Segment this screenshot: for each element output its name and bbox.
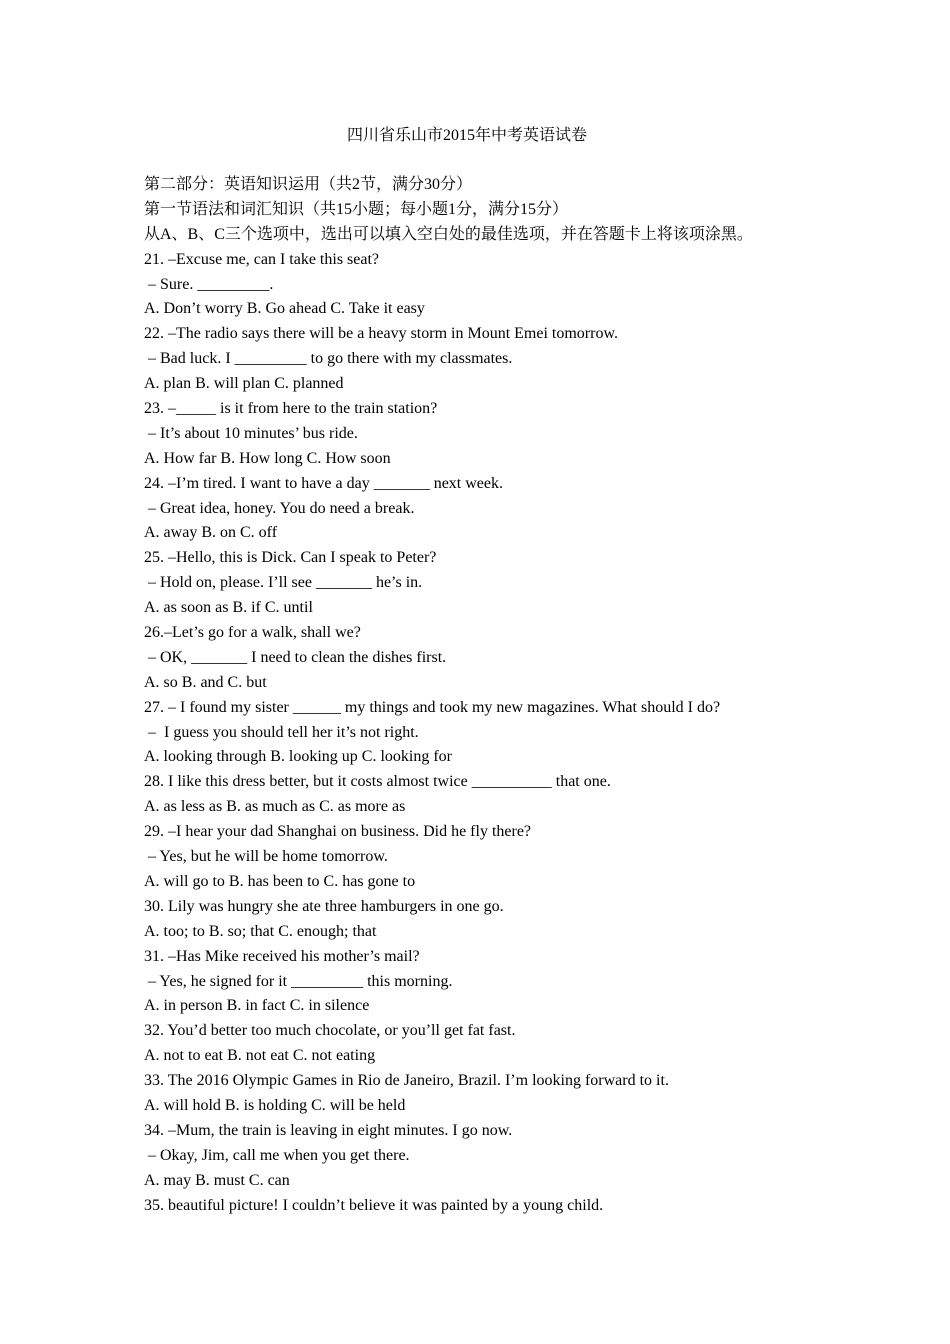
text-line: A. may B. must C. can [144, 1171, 290, 1189]
text-line: – I guess you should tell her it’s not right. [144, 723, 419, 741]
text-line: – Yes, but he will be home tomorrow. [144, 848, 388, 866]
text-line: A. in person B. in fact C. in silence [144, 997, 370, 1015]
text-line: – Hold on, please. I’ll see _______ he’s in. [144, 574, 423, 592]
text-line: 24. –I’m tired. I want to have a day _______ next week. [144, 474, 504, 492]
text-line: A. Don’t worry B. Go ahead C. Take it easy [144, 300, 425, 318]
page-title: 四川省乐山市2015年中考英语试卷 [346, 127, 587, 144]
text-line: – Yes, he signed for it _________ this morning. [144, 972, 453, 990]
text-line: 31. –Has Mike received his mother’s mail? [144, 947, 420, 965]
text-line: – OK, _______ I need to clean the dishes first. [144, 648, 447, 666]
text-line: A. away B. on C. off [144, 524, 278, 542]
text-line: – It’s about 10 minutes’ bus ride. [144, 424, 358, 442]
text-line: 26.–Let’s go for a walk, shall we? [144, 624, 361, 642]
text-line: A. looking through B. looking up C. looking for [144, 748, 452, 766]
text-line: – Sure. _________. [144, 275, 274, 293]
text-line: 第二部分：英语知识运用（共2节，满分30分） [144, 176, 473, 193]
text-line: 第一节语法和词汇知识（共15小题；每小题1分，满分15分） [144, 200, 569, 218]
text-line: 28. I like this dress better, but it costs almost twice __________ that one. [144, 773, 611, 791]
text-line: A. will hold B. is holding C. will be held [144, 1096, 406, 1114]
text-line: 27. – I found my sister ______ my things and took my new magazines. What should I do? [144, 698, 721, 716]
text-line: 30. Lily was hungry she ate three hamburgers in one go. [144, 897, 504, 915]
text-line: 34. –Mum, the train is leaving in eight minutes. I go now. [144, 1121, 513, 1139]
text-line: 32. You’d better too much chocolate, or you’ll get fat fast. [144, 1022, 516, 1040]
text-line: A. will go to B. has been to C. has gone to [144, 872, 416, 890]
text-line: A. as soon as B. if C. until [144, 599, 313, 617]
text-line: A. How far B. How long C. How soon [144, 449, 391, 467]
text-line: 35. beautiful picture! I couldn’t believe it was painted by a young child. [144, 1196, 604, 1214]
text-line: A. too; to B. so; that C. enough; that [144, 922, 377, 940]
text-line: A. plan B. will plan C. planned [144, 375, 344, 393]
text-line: 22. –The radio says there will be a heavy storm in Mount Emei tomorrow. [144, 325, 618, 343]
text-line: 21. –Excuse me, can I take this seat? [144, 250, 380, 268]
text-line: – Okay, Jim, call me when you get there. [144, 1146, 410, 1164]
text-line: – Great idea, honey. You do need a break. [144, 499, 415, 517]
text-line: – Bad luck. I _________ to go there with my classmates. [144, 350, 513, 368]
text-line: 33. The 2016 Olympic Games in Rio de Janeiro, Brazil. I’m looking forward to it. [144, 1072, 669, 1090]
document-body [144, 173, 844, 1218]
text-line: A. not to eat B. not eat C. not eating [144, 1047, 376, 1065]
text-line: 29. –I hear your dad Shanghai on business. Did he fly there? [144, 823, 532, 841]
text-line: A. so B. and C. but [144, 673, 267, 691]
text-line: A. as less as B. as much as C. as more as [144, 798, 406, 816]
text-line: 23. –_____ is it from here to the train station? [144, 400, 438, 418]
text-line: 从A、B、C三个选项中，选出可以填入空白处的最佳选项，并在答题卡上将该项涂黑。 [144, 225, 753, 243]
text-line: 25. –Hello, this is Dick. Can I speak to Peter? [144, 549, 437, 567]
